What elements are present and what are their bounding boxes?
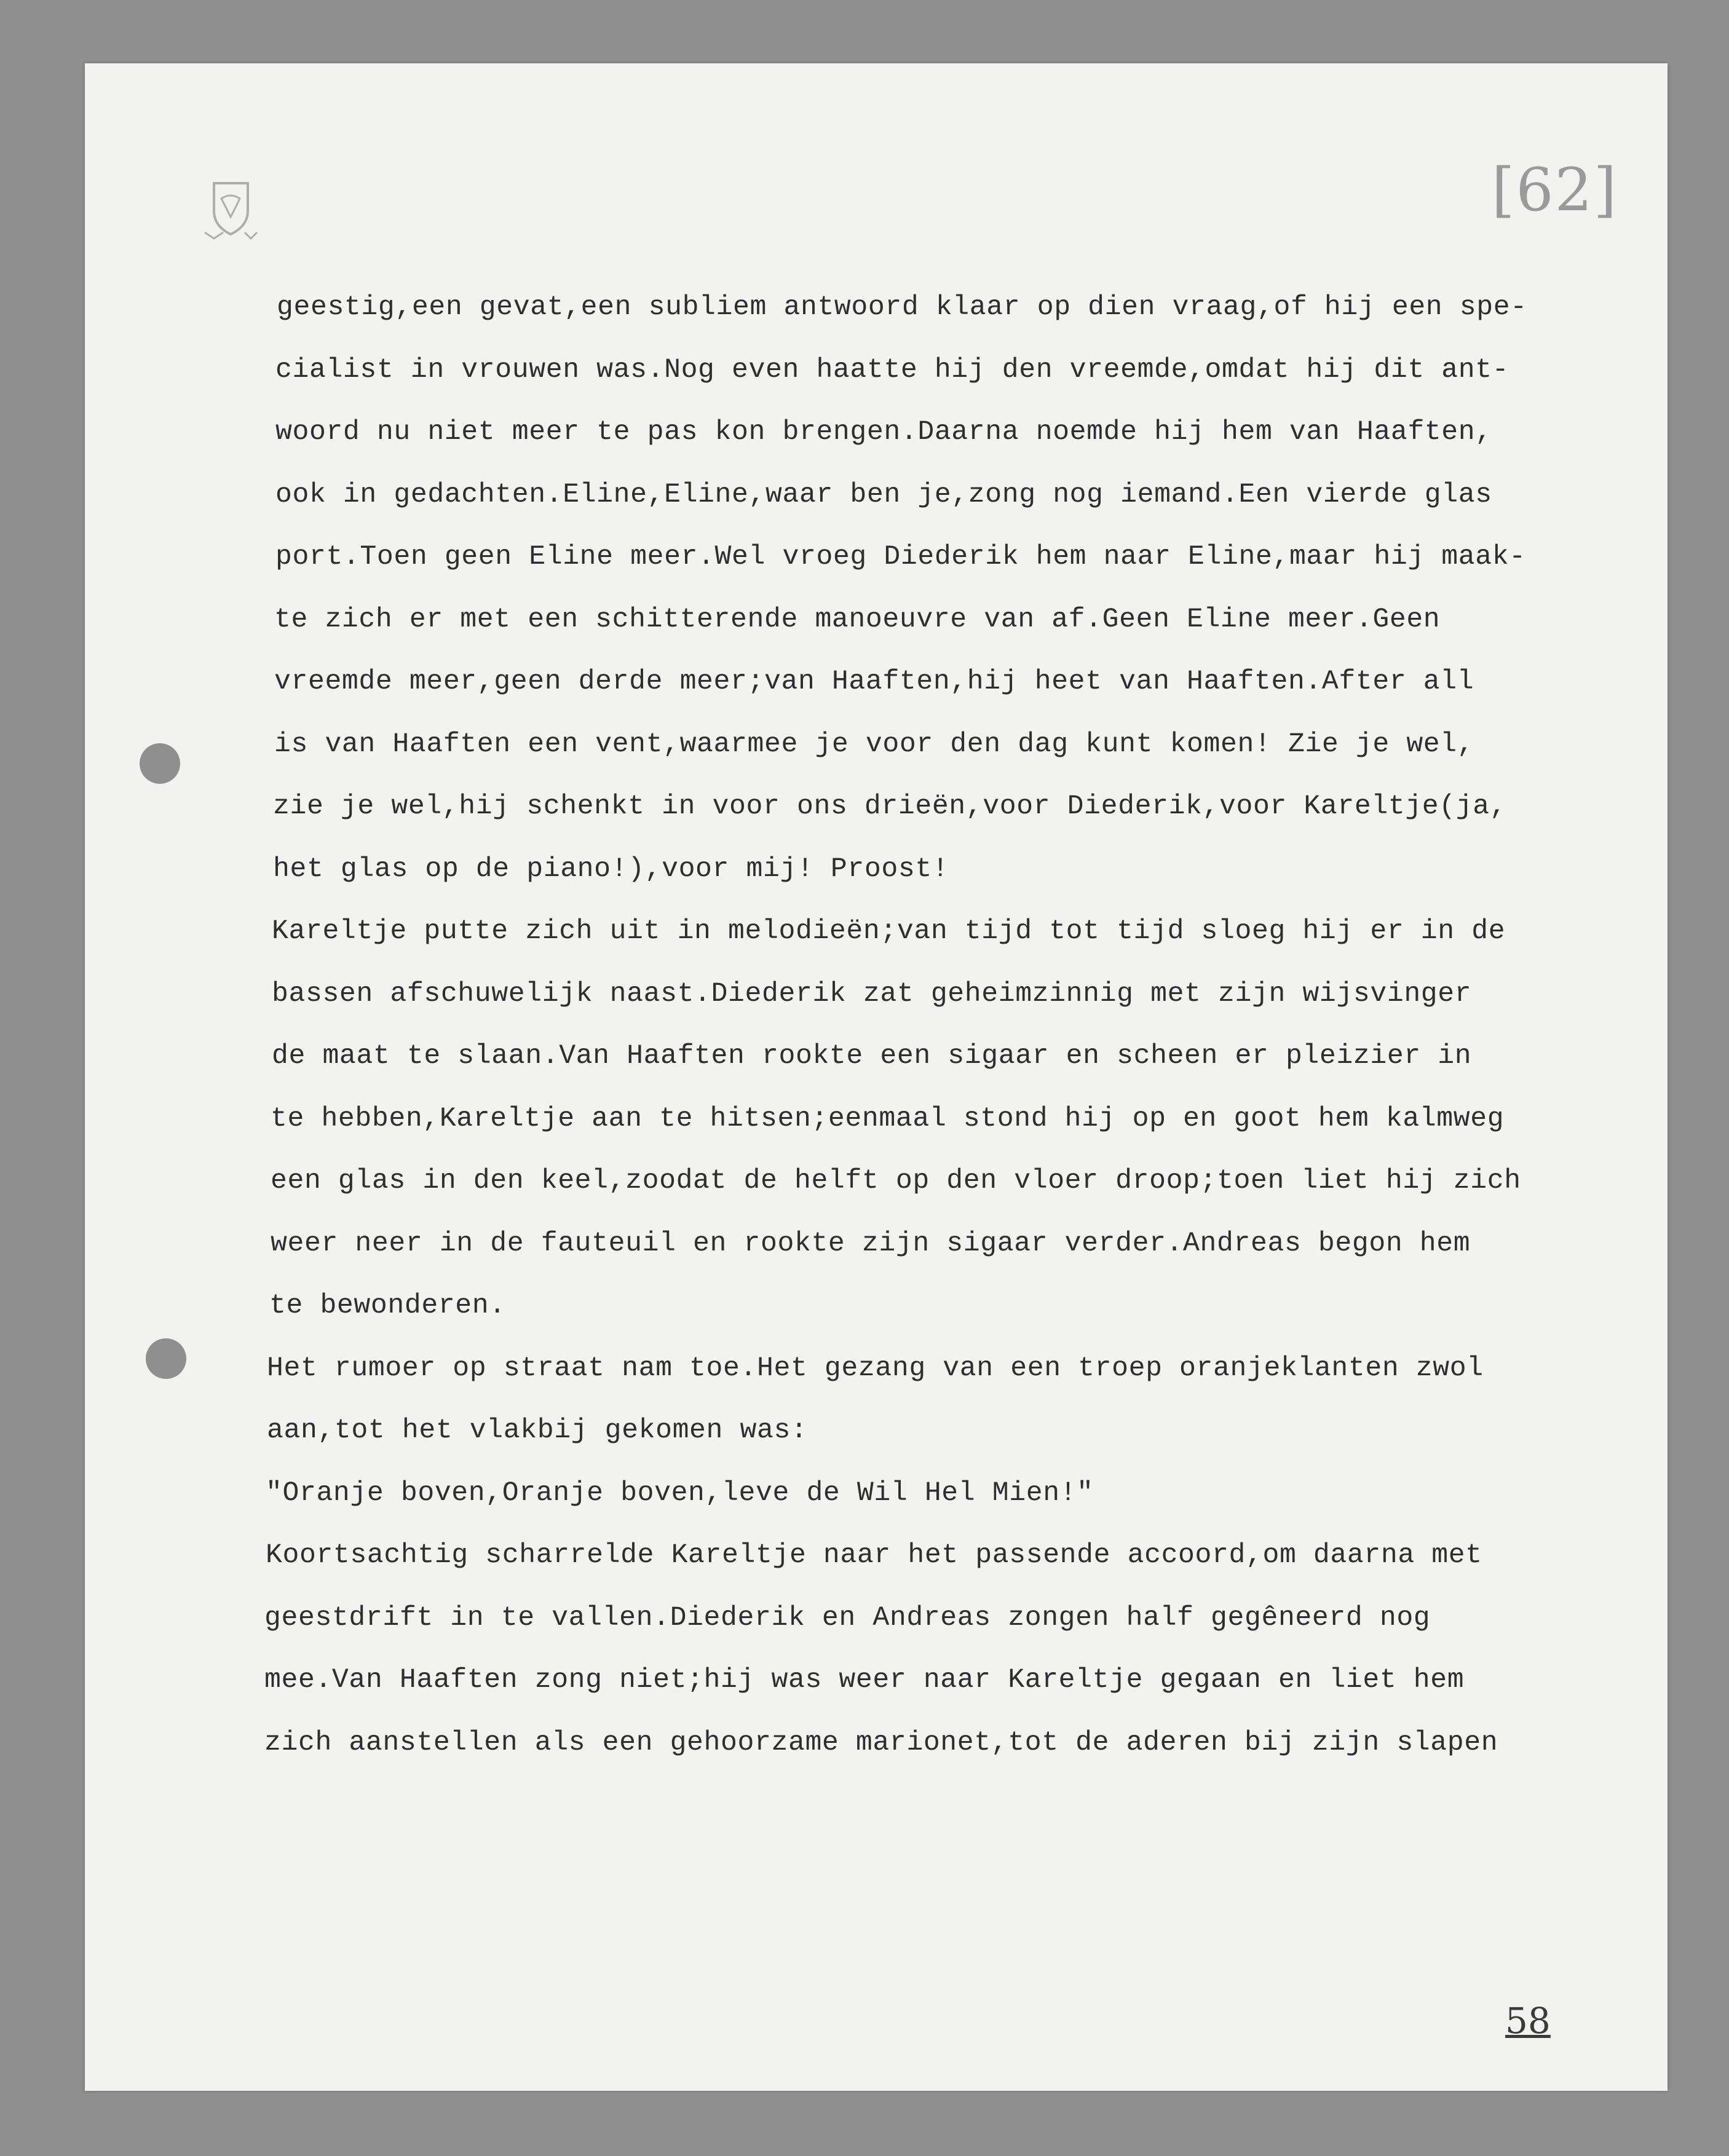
text-line: woord nu niet meer te pas kon brengen.Daarna noemde hij hem van Haaften, — [275, 417, 1492, 448]
text-line: bassen afschuwelijk naast.Diederik zat geheimzinnig met zijn wijsvinger — [272, 978, 1472, 1009]
text-line: de maat te slaan.Van Haaften rookte een sigaar en scheen er pleizier in — [272, 1041, 1472, 1072]
text-line: het glas op de piano!),voor mij! Proost! — [273, 853, 949, 885]
text-line: te zich er met een schitterende manoeuvre van af.Geen Eline meer.Geen — [274, 604, 1441, 635]
text-line: is van Haaften een vent,waarmee je voor den dag kunt komen! Zie je wel, — [274, 729, 1474, 760]
text-line: port.Toen geen Eline meer.Wel vroeg Diederik hem naar Eline,maar hij maak- — [275, 542, 1526, 572]
text-line: mee.Van Haaften zong niet;hij was weer naar Kareltje gegaan en liet hem — [264, 1665, 1465, 1696]
text-line: cialist in vrouwen was.Nog even haatte hij den vreemde,omdat hij dit ant- — [275, 354, 1509, 385]
text-line: Kareltje putte zich uit in melodieën;van tijd tot tijd sloeg hij er in de — [272, 916, 1506, 947]
punch-hole-lower — [146, 1338, 186, 1379]
archive-stamp-icon — [202, 174, 269, 242]
text-line: zie je wel,hij schenkt in voor ons drieën,voor Diederik,voor Kareltje(ja, — [273, 791, 1507, 822]
text-line: geestig,een gevat,een subliem antwoord klaar op dien vraag,of hij een spe- — [277, 292, 1527, 323]
archive-page-number: [62] — [1492, 156, 1618, 224]
text-line: een glas in den keel,zoodat de helft op den vloer droop;toen liet hij zich — [271, 1166, 1521, 1196]
text-line: te bewonderen. — [269, 1290, 506, 1321]
text-line: vreemde meer,geen derde meer;van Haaften,hij heet van Haaften.After all — [274, 666, 1474, 697]
text-line: te hebben,Kareltje aan te hitsen;eenmaal stond hij op en goot hem kalmweg — [271, 1103, 1505, 1134]
text-line: Koortsachtig scharrelde Kareltje naar het passende accoord,om daarna met — [266, 1540, 1482, 1571]
text-line: zich aanstellen als een gehoorzame marionet,tot de aderen bij zijn slapen — [264, 1727, 1498, 1758]
text-line: "Oranje boven,Oranje boven,leve de Wil Hel Mien!" — [266, 1477, 1094, 1509]
text-line: weer neer in de fauteuil en rookte zijn sigaar verder.Andreas begon hem — [271, 1228, 1471, 1259]
text-line: Het rumoer op straat nam toe.Het gezang van een troep oranjeklanten zwol — [267, 1352, 1484, 1384]
punch-hole-upper — [140, 743, 180, 784]
text-line: geestdrift in te vallen.Diederik en Andreas zongen half gegêneerd nog — [264, 1602, 1431, 1633]
page-number: 58 — [1505, 2000, 1551, 2042]
text-line: ook in gedachten.Eline,Eline,waar ben je,zong nog iemand.Een vierde glas — [275, 479, 1492, 510]
typed-text-block — [191, 277, 1679, 1774]
text-line: aan,tot het vlakbij gekomen was: — [267, 1415, 808, 1446]
